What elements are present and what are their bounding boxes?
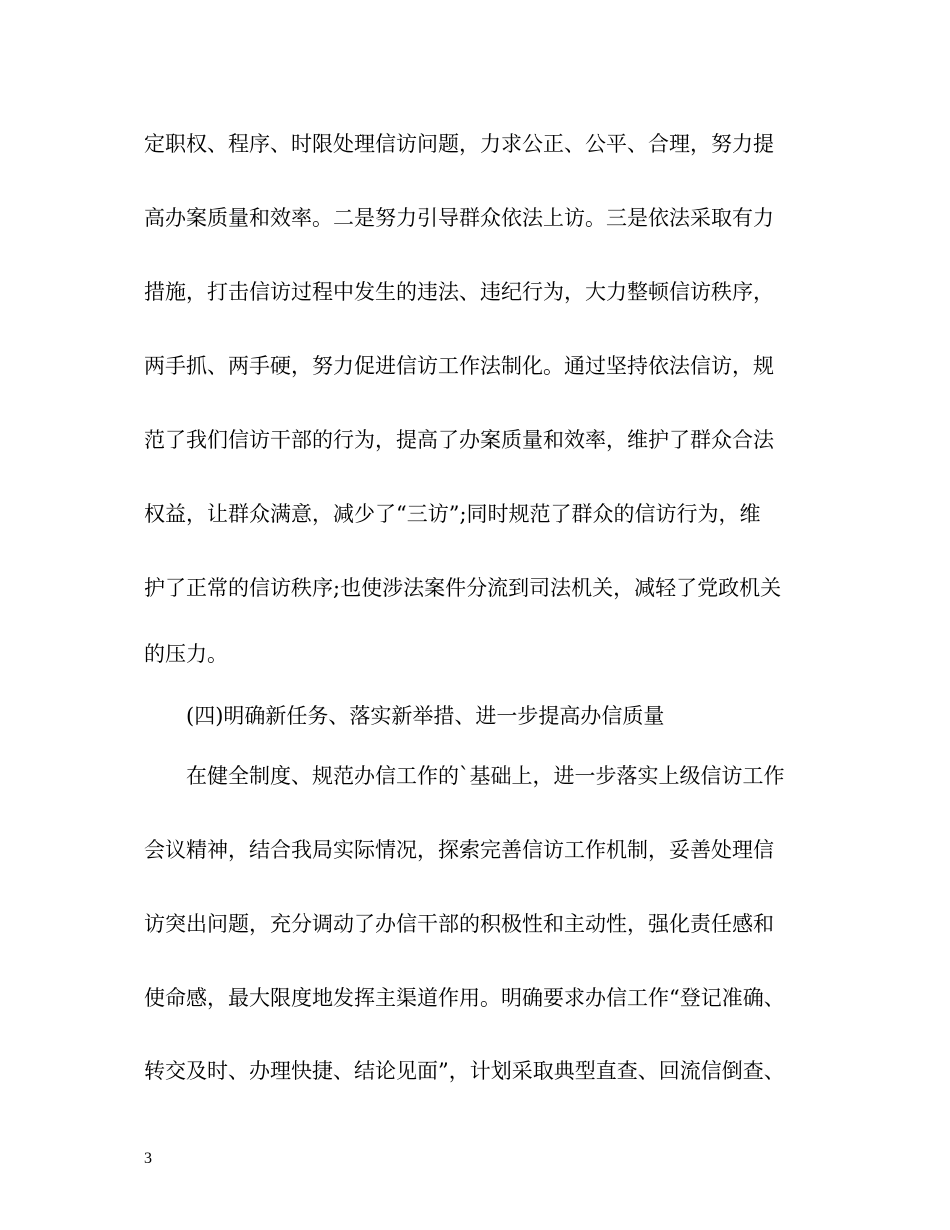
text-line: 两手抓、两手硬，努力促进信访工作法制化。通过坚持依法信访，规 bbox=[144, 354, 774, 378]
text-line: 高办案质量和效率。二是努力引导群众依法上访。三是依法采取有力 bbox=[144, 206, 774, 230]
text-line: 访突出问题，充分调动了办信干部的积极性和主动性，强化责任感和 bbox=[144, 912, 774, 936]
text-line: 转交及时、办理快捷、结论见面”，计划采取典型直查、回流信倒查、 bbox=[144, 1059, 785, 1083]
text-line: 护了正常的信访秩序;也使涉法案件分流到司法机关，减轻了党政机关 bbox=[144, 576, 782, 600]
text-line: 权益，让群众满意，减少了“三访”;同时规范了群众的信访行为，维 bbox=[144, 502, 761, 526]
section-heading: (四)明确新任务、落实新举措、进一步提高办信质量 bbox=[144, 704, 665, 728]
text-line: 措施，打击信访过程中发生的违法、违纪行为，大力整顿信访秩序， bbox=[144, 280, 774, 304]
page-number: 3 bbox=[144, 1150, 152, 1167]
text-line: 在健全制度、规范办信工作的`基础上，进一步落实上级信访工作 bbox=[144, 764, 785, 788]
text-line: 会议精神，结合我局实际情况，探索完善信访工作机制，妥善处理信 bbox=[144, 838, 774, 862]
text-line: 的压力。 bbox=[144, 642, 228, 666]
text-line: 范了我们信访干部的行为，提高了办案质量和效率，维护了群众合法 bbox=[144, 428, 774, 452]
text-line: 使命感，最大限度地发挥主渠道作用。明确要求办信工作“登记准确、 bbox=[144, 986, 785, 1010]
text-line: 定职权、程序、时限处理信访问题，力求公正、公平、合理，努力提 bbox=[144, 132, 774, 156]
